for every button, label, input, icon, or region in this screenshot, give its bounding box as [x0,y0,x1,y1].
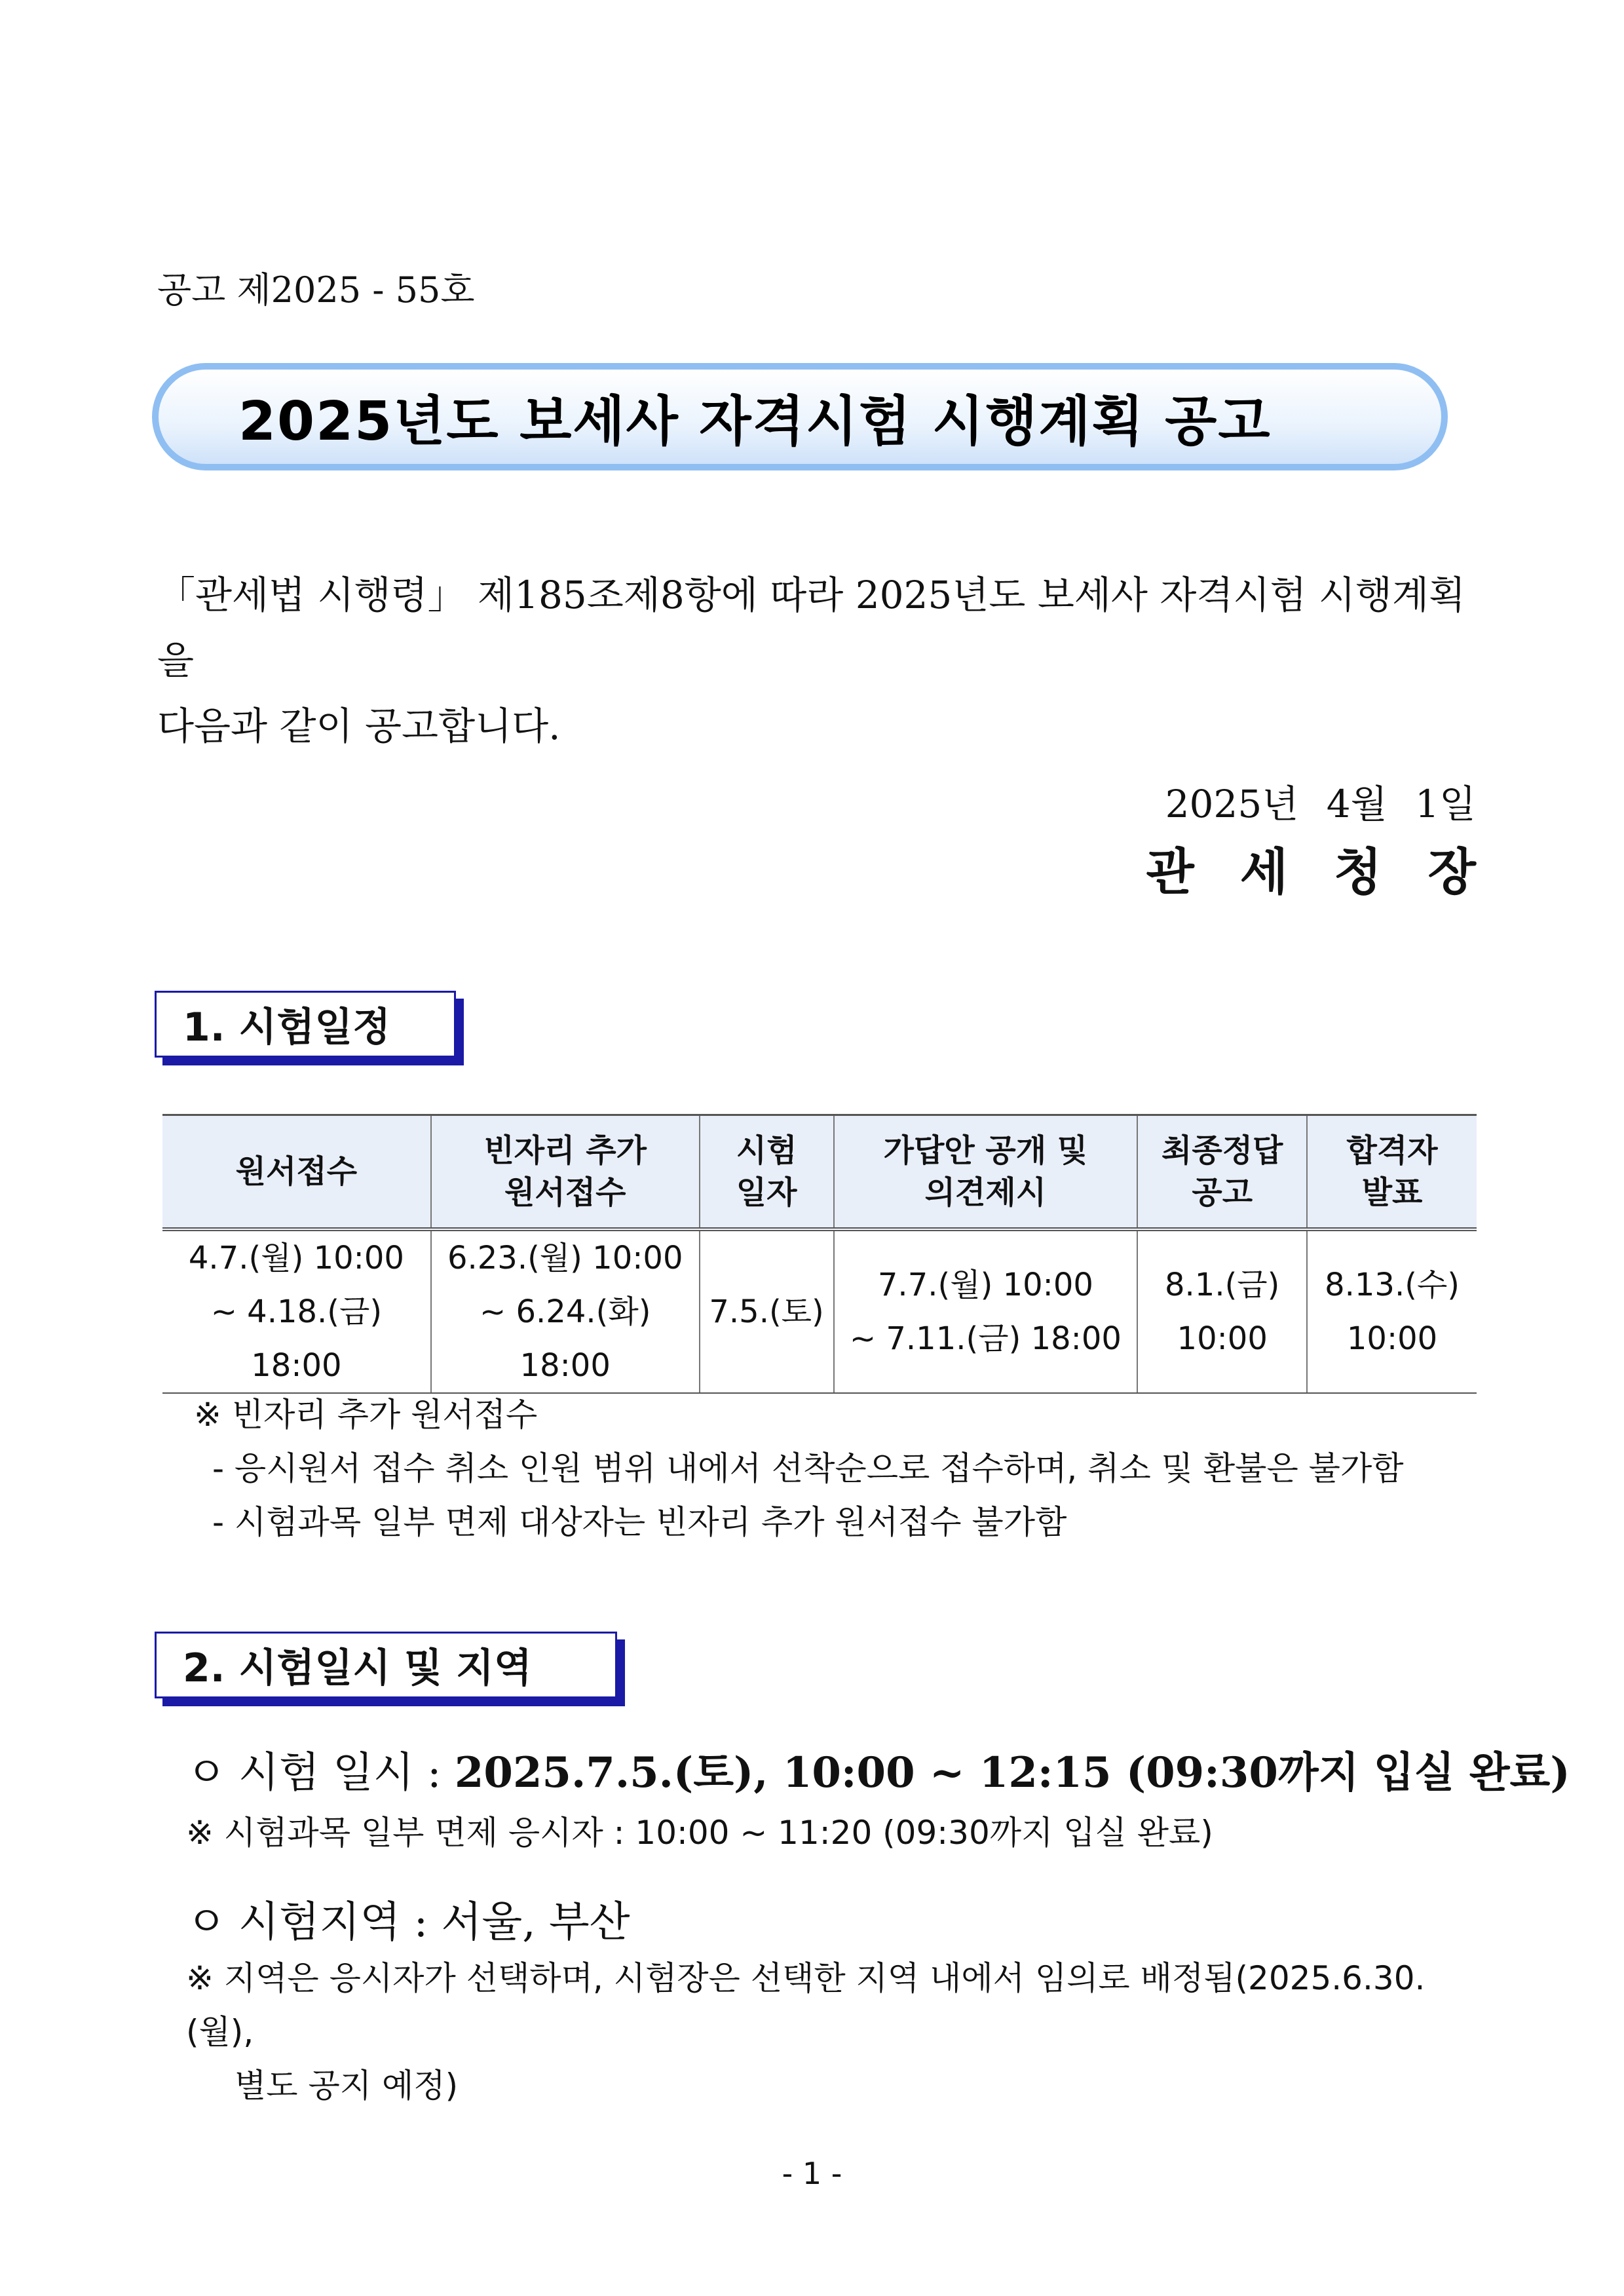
table-cell: 8.1.(금) 10:00 [1137,1229,1307,1393]
exam-region-value: 서울, 부산 [441,1898,630,1947]
title-banner [152,363,1448,470]
bullet-icon: ㅇ [186,1749,227,1797]
region-note-line-2: 별도 공지 예정) [235,2067,459,2105]
region-note [186,1951,1483,2113]
header-cell: 최종정답 공고 [1137,1115,1307,1230]
note-title: ※ 빈자리 추가 원서접수 [194,1396,538,1434]
intro-line-1: 「관세법 시행령」 제185조제8항에 따라 2025년도 보세사 자격시험 시행계획을 [157,573,1465,683]
header-cell: 시험 일자 [700,1115,834,1230]
section-1-heading: 1. 시험일정 [155,991,456,1058]
exam-datetime-item [186,1739,1570,1799]
header-cell: 빈자리 추가 원서접수 [431,1115,700,1230]
exam-region-label: 시험지역 : [238,1898,428,1947]
bullet-icon: ㅇ [186,1898,227,1947]
exam-region-item [186,1888,630,1949]
table-row [162,1229,1477,1393]
section-1-notes [194,1388,1404,1549]
note-item: - 시험과목 일부 면제 대상자는 빈자리 추가 원서접수 불가함 [212,1503,1067,1541]
exam-datetime-value: 2025.7.5.(토), 10:00 ~ 12:15 (09:30까지 입실 완료) [454,1748,1570,1797]
header-cell: 원서접수 [162,1115,431,1230]
note-item: - 응시원서 접수 취소 인원 범위 내에서 선착순으로 접수하며, 취소 및 환불은 불가함 [212,1449,1404,1487]
table-header-row [162,1115,1477,1230]
header-cell: 합격자 발표 [1307,1115,1477,1230]
table-cell: 4.7.(월) 10:00 ~ 4.18.(금) 18:00 [162,1229,431,1393]
header-cell: 가답안 공개 및 의견제시 [834,1115,1138,1230]
intro-line-2: 다음과 같이 공고합니다. [157,704,561,748]
table-cell: 7.5.(토) [700,1229,834,1393]
section-2-heading: 2. 시험일시 및 지역 [155,1632,617,1698]
table-cell: 7.7.(월) 10:00 ~ 7.11.(금) 18:00 [834,1229,1138,1393]
page-number: - 1 - [782,2156,842,2191]
intro-paragraph [157,562,1481,759]
table-cell: 6.23.(월) 10:00 ~ 6.24.(화) 18:00 [431,1229,700,1393]
signer: 관세청장 [1146,843,1522,901]
page-title: 2025년도 보세사 자격시험 시행계획 공고 [238,390,1272,453]
notice-number: 공고 제2025 - 55호 [157,269,475,311]
exam-datetime-label: 시험 일시 : [238,1749,442,1797]
exam-schedule-table [162,1114,1477,1394]
table-cell: 8.13.(수) 10:00 [1307,1229,1477,1393]
notice-date: 2025년 4월 1일 [1165,782,1476,826]
exemption-note: ※ 시험과목 일부 면제 응시자 : 10:00 ~ 11:20 (09:30까지 입실 완료) [186,1814,1213,1852]
region-note-line-1: ※ 지역은 응시자가 선택하며, 시험장은 선택한 지역 내에서 임의로 배정됨(2025.6.30.(월), [186,1959,1426,2051]
